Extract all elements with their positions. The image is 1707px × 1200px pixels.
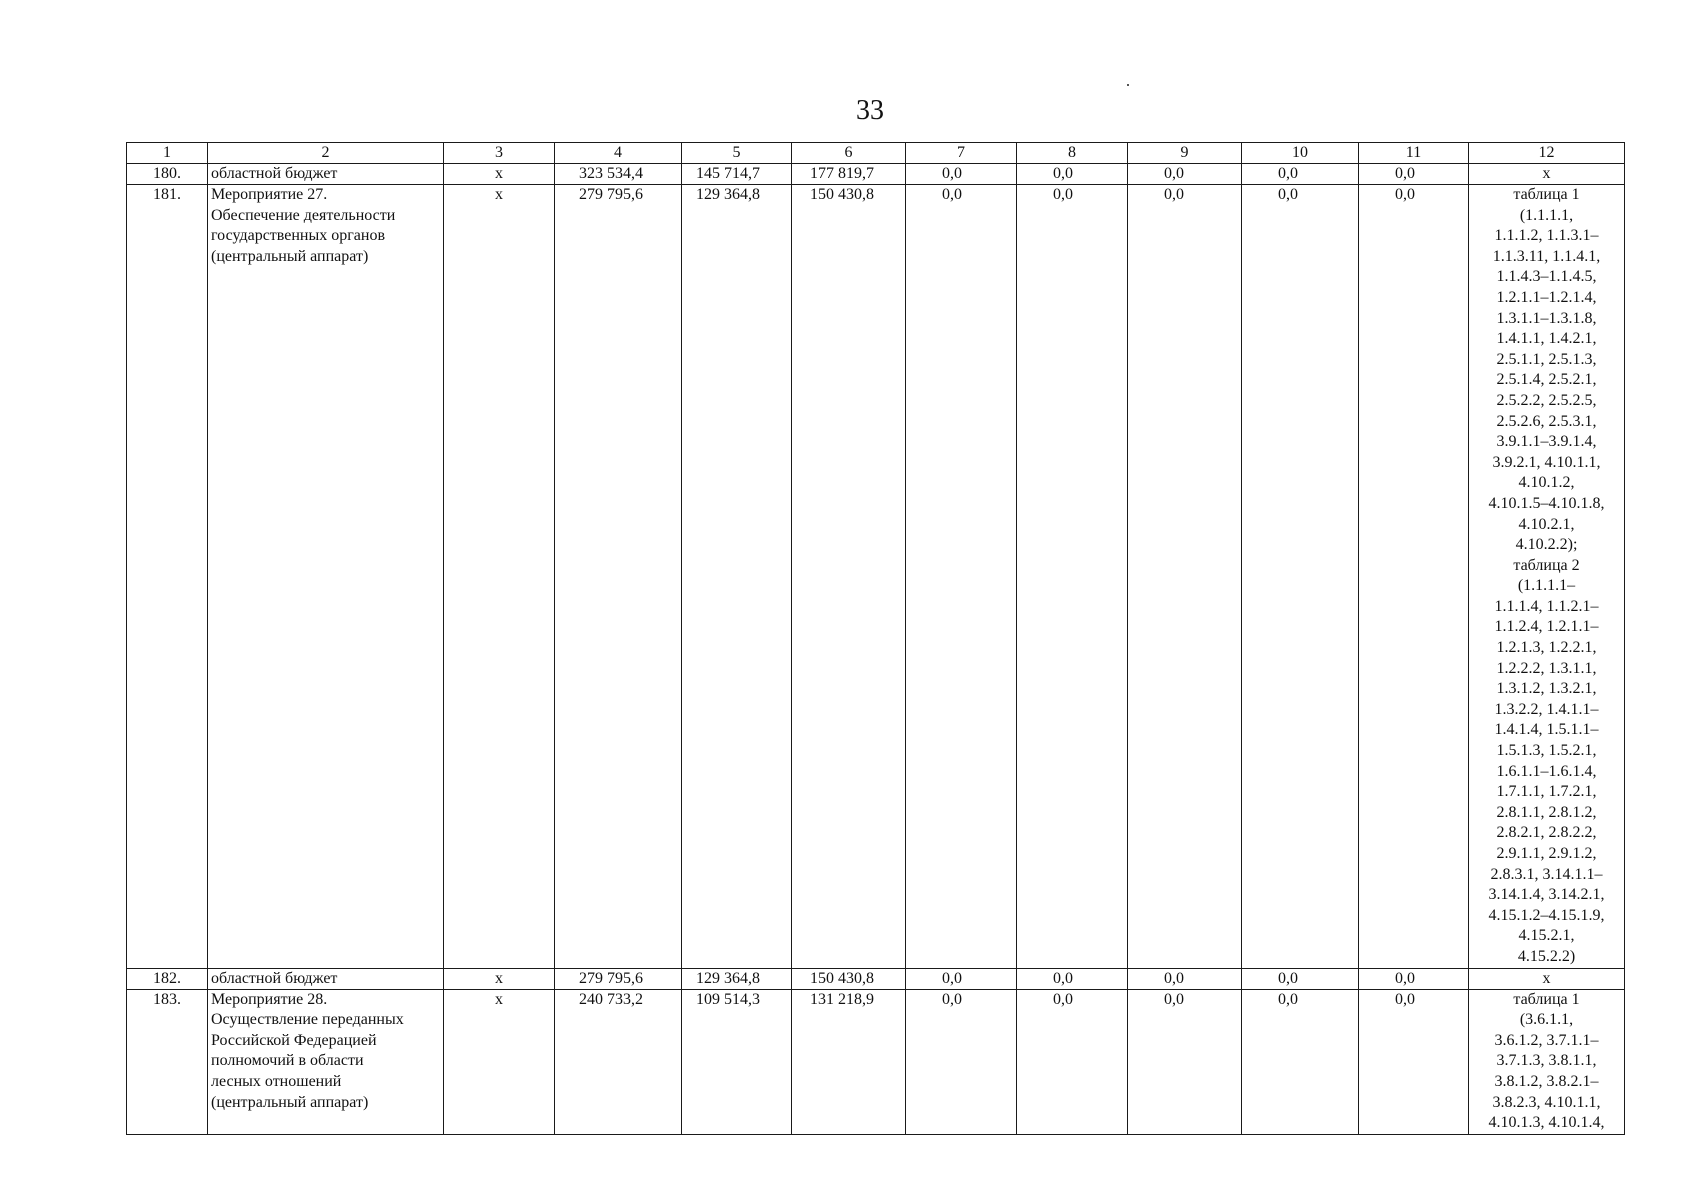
cell-total: 279 795,6 (555, 968, 682, 989)
header-cell: 5 (682, 143, 792, 164)
cell-col8: 0,0 (1017, 968, 1128, 989)
cell-col7: 0,0 (906, 185, 1017, 969)
ref-line: 1.7.1.1, 1.7.2.1, (1496, 783, 1597, 801)
cell-col6: 131 218,9 (792, 989, 906, 1134)
cell-references (1469, 968, 1625, 989)
header-cell: 7 (906, 143, 1017, 164)
table-row (127, 164, 1625, 185)
row-number: 182. (127, 968, 208, 989)
cell-col8: 0,0 (1017, 164, 1128, 185)
ref-line: таблица 1 (1513, 990, 1580, 1008)
table-row (127, 989, 1625, 1134)
ref-line: 3.6.1.2, 3.7.1.1– (1494, 1031, 1599, 1049)
ref-line: 3.8.1.2, 3.8.2.1– (1494, 1072, 1599, 1090)
budget-table (126, 142, 1625, 1135)
cell-col8: 0,0 (1017, 989, 1128, 1134)
cell-col10: 0,0 (1242, 164, 1359, 185)
ref-line: 1.4.1.4, 1.5.1.1– (1494, 721, 1599, 739)
cell-col5: 129 364,8 (682, 968, 792, 989)
ref-line: 1.1.1.2, 1.1.3.1– (1494, 227, 1599, 245)
ref-line: 2.5.1.4, 2.5.2.1, (1496, 371, 1597, 389)
name-line: лесных отношений (211, 1072, 342, 1090)
cell-col11: 0,0 (1359, 164, 1469, 185)
ref-line: 2.5.1.1, 2.5.1.3, (1496, 350, 1597, 368)
ref-line: 1.2.1.3, 1.2.2.1, (1496, 639, 1597, 657)
row-name (208, 968, 444, 989)
ref-line: 1.6.1.1–1.6.1.4, (1496, 762, 1597, 780)
ref-line: 2.9.1.1, 2.9.1.2, (1496, 845, 1597, 862)
name-line: областной бюджет (211, 165, 338, 182)
header-cell: 1 (127, 143, 208, 164)
ref-line: x (1542, 165, 1551, 182)
cell-col11: 0,0 (1359, 968, 1469, 989)
cell-col3: x (444, 968, 555, 989)
ref-line: 2.5.2.2, 2.5.2.5, (1496, 391, 1597, 409)
cell-col7: 0,0 (906, 164, 1017, 185)
cell-col10: 0,0 (1242, 989, 1359, 1134)
table-row (127, 968, 1625, 989)
header-cell: 10 (1242, 143, 1359, 164)
ref-line: (1.1.1.1– (1517, 577, 1576, 595)
cell-col9: 0,0 (1128, 185, 1242, 969)
cell-col5: 109 514,3 (682, 989, 792, 1134)
header-cell: 8 (1017, 143, 1128, 164)
cell-col3: x (444, 185, 555, 969)
row-name (208, 989, 444, 1134)
ref-line: 1.1.2.4, 1.2.1.1– (1494, 618, 1599, 636)
ref-line: 3.8.2.3, 4.10.1.1, (1492, 1093, 1601, 1111)
ref-line: 4.10.1.5–4.10.1.8, (1488, 494, 1605, 512)
name-line: полномочий в области (211, 1052, 364, 1070)
cell-col11: 0,0 (1359, 989, 1469, 1134)
cell-col9: 0,0 (1128, 164, 1242, 185)
ref-line: 3.9.1.1–3.9.1.4, (1496, 433, 1597, 451)
cell-col7: 0,0 (906, 989, 1017, 1134)
row-number: 181. (127, 185, 208, 969)
ref-line: 2.5.2.6, 2.5.3.1, (1496, 412, 1597, 430)
ref-line: 1.2.1.1–1.2.1.4, (1496, 288, 1597, 306)
cell-col7: 0,0 (906, 968, 1017, 989)
cell-col10: 0,0 (1242, 185, 1359, 969)
cell-col6: 150 430,8 (792, 185, 906, 969)
header-cell: 12 (1469, 143, 1625, 164)
header-cell: 4 (555, 143, 682, 164)
ref-line: 4.15.1.2–4.15.1.9, (1488, 906, 1605, 924)
cell-col6: 177 819,7 (792, 164, 906, 185)
ref-line: таблица 1 (1513, 186, 1580, 203)
cell-references (1469, 989, 1625, 1134)
table-row (127, 185, 1625, 969)
cell-col6: 150 430,8 (792, 968, 906, 989)
row-name (208, 185, 444, 969)
cell-total: 279 795,6 (555, 185, 682, 969)
cell-col3: x (444, 989, 555, 1134)
header-cell: 2 (208, 143, 444, 164)
ref-line: 4.10.1.3, 4.10.1.4, (1488, 1114, 1605, 1132)
cell-total: 323 534,4 (555, 164, 682, 185)
cell-col3: x (444, 164, 555, 185)
row-number: 180. (127, 164, 208, 185)
name-line: (центральный аппарат) (211, 247, 369, 265)
ref-line: 1.1.3.11, 1.1.4.1, (1492, 247, 1601, 265)
ref-line: 4.15.2.1, (1518, 927, 1575, 945)
name-line: Российской Федерацией (211, 1031, 377, 1049)
cell-references (1469, 185, 1625, 969)
cell-col5: 145 714,7 (682, 164, 792, 185)
ref-line: 3.9.2.1, 4.10.1.1, (1492, 453, 1601, 471)
cell-col8: 0,0 (1017, 185, 1128, 969)
ref-line: (3.6.1.1, (1519, 1011, 1574, 1029)
name-line: Мероприятие 27. (211, 186, 328, 203)
ref-line: 4.15.2.2) (1517, 947, 1576, 965)
ref-line: 1.5.1.3, 1.5.2.1, (1496, 742, 1597, 760)
ref-line: таблица 2 (1513, 556, 1580, 574)
ref-line: 1.1.4.3–1.1.4.5, (1496, 268, 1597, 286)
name-line: (центральный аппарат) (211, 1093, 369, 1111)
cell-references (1469, 164, 1625, 185)
ref-line: 1.3.1.1–1.3.1.8, (1496, 309, 1597, 327)
ref-line: 4.10.1.2, (1518, 474, 1575, 492)
header-cell: 6 (792, 143, 906, 164)
row-name (208, 164, 444, 185)
cell-col10: 0,0 (1242, 968, 1359, 989)
cell-col9: 0,0 (1128, 968, 1242, 989)
ref-line: (1.1.1.1, (1519, 206, 1574, 224)
name-line: Осуществление переданных (211, 1011, 404, 1029)
name-line: областной бюджет (211, 969, 338, 987)
ref-line: 4.10.2.2); (1515, 536, 1578, 554)
name-line: Обеспечение деятельности (211, 206, 396, 224)
cell-col5: 129 364,8 (682, 185, 792, 969)
ref-line: 1.1.1.4, 1.1.2.1– (1494, 597, 1599, 615)
ref-line: 3.7.1.3, 3.8.1.1, (1496, 1052, 1597, 1070)
ref-line: 1.3.1.2, 1.3.2.1, (1496, 680, 1597, 698)
cell-col11: 0,0 (1359, 185, 1469, 969)
page-number: 33 (856, 95, 884, 126)
ref-line: x (1542, 969, 1551, 987)
name-line: Мероприятие 28. (211, 990, 328, 1008)
header-row (127, 143, 1625, 164)
ref-line: 1.3.2.2, 1.4.1.1– (1494, 700, 1599, 718)
ref-line: 1.2.2.2, 1.3.1.1, (1496, 659, 1597, 677)
row-number: 183. (127, 989, 208, 1134)
header-cell: 11 (1359, 143, 1469, 164)
ref-line: 2.8.2.1, 2.8.2.2, (1496, 824, 1597, 842)
ref-line: 2.8.1.1, 2.8.1.2, (1496, 803, 1597, 821)
ref-line: 1.4.1.1, 1.4.2.1, (1496, 330, 1597, 348)
cell-total: 240 733,2 (555, 989, 682, 1134)
cell-col9: 0,0 (1128, 989, 1242, 1134)
header-cell: 3 (444, 143, 555, 164)
name-line: государственных органов (211, 227, 385, 245)
header-cell: 9 (1128, 143, 1242, 164)
scan-artifact (1127, 84, 1129, 86)
ref-line: 2.8.3.1, 3.14.1.1– (1490, 865, 1603, 883)
ref-line: 4.10.2.1, (1518, 515, 1575, 533)
ref-line: 3.14.1.4, 3.14.2.1, (1488, 886, 1605, 904)
